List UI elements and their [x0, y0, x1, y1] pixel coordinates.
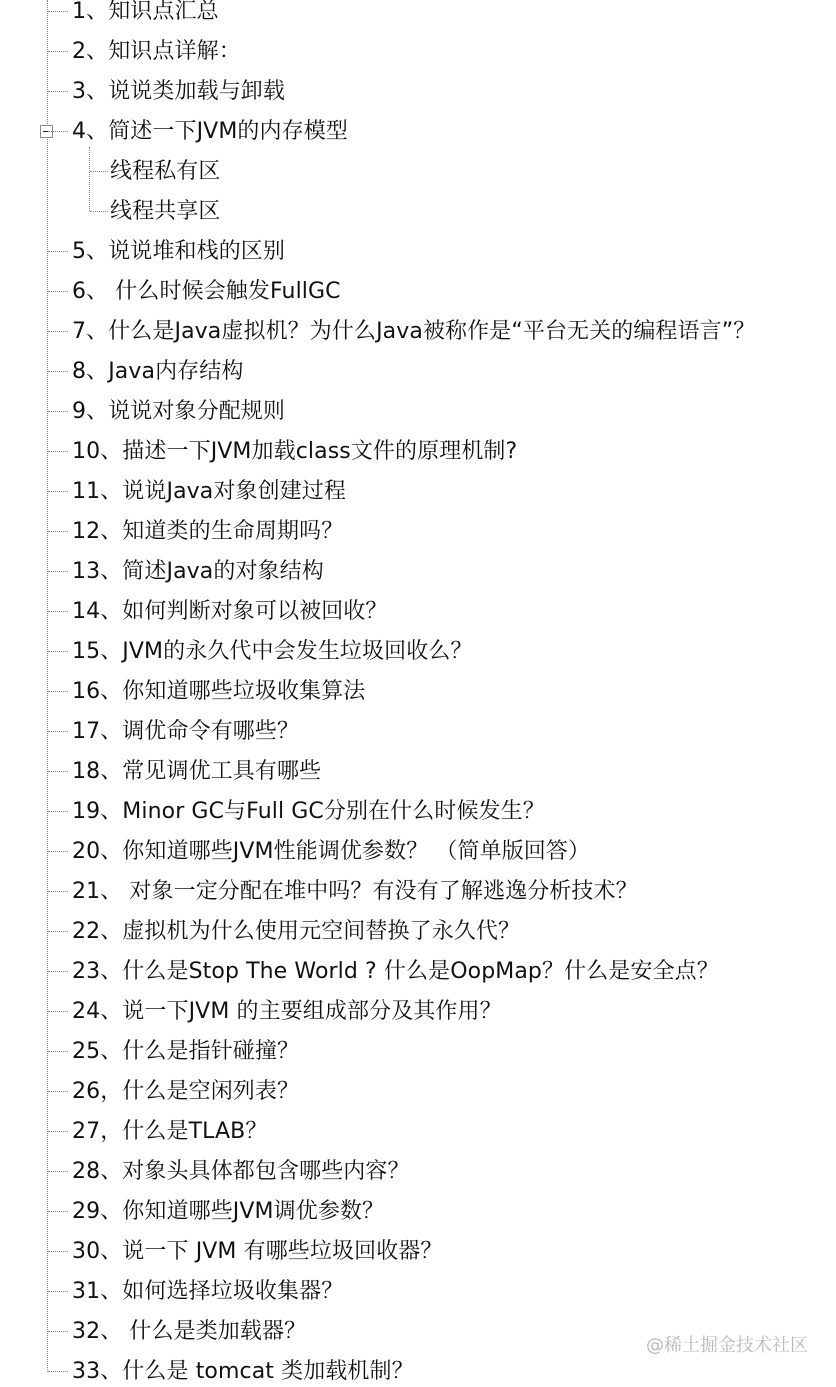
tree-branch-line [48, 891, 68, 892]
tree-item-label: 27，什么是TLAB？ [72, 1119, 268, 1144]
tree-branch-line [48, 91, 68, 92]
tree-branch-line [48, 771, 68, 772]
tree-item-label: 15、JVM的永久代中会发生垃圾回收么？ [72, 639, 473, 664]
tree-branch-line [48, 451, 68, 452]
tree-branch-line [48, 571, 68, 572]
tree-item-label: 11、说说Java对象创建过程 [72, 479, 346, 504]
tree-branch-line [48, 491, 68, 492]
tree-branch-line [48, 1211, 68, 1212]
tree-branch-line [48, 1331, 68, 1332]
tree-branch-line [48, 611, 68, 612]
tree-item-label: 5、说说堆和栈的区别 [72, 239, 285, 264]
tree-item-label: 13、简述Java的对象结构 [72, 559, 324, 584]
watermark-text: @稀土掘金技术社区 [646, 1335, 808, 1356]
tree-item-label: 8、Java内存结构 [72, 359, 244, 384]
tree-branch-line [48, 1251, 68, 1252]
tree-item-label: 20、你知道哪些JVM性能调优参数？ （简单版回答） [72, 839, 591, 864]
tree-item-label: 31、如何选择垃圾收集器？ [72, 1279, 344, 1304]
tree-item-label: 26，什么是空闲列表？ [72, 1079, 300, 1104]
tree-branch-line [48, 51, 68, 52]
tree-item-label: 16、你知道哪些垃圾收集算法 [72, 679, 366, 704]
tree-branch-line [48, 851, 68, 852]
tree-branch-line [48, 331, 68, 332]
tree-item-label: 12、知道类的生命周期吗？ [72, 519, 344, 544]
tree-item-label: 7、什么是Java虚拟机？为什么Java被称作是“平台无关的编程语言”？ [72, 319, 756, 344]
tree-item-label: 33、什么是 tomcat 类加载机制？ [72, 1359, 414, 1384]
tree-branch-line [48, 131, 68, 132]
tree-item-label: 32、 什么是类加载器？ [72, 1319, 307, 1344]
tree-branch-line [48, 11, 68, 12]
tree-branch-line [90, 211, 108, 212]
tree-item-label: 线程共享区 [110, 199, 221, 224]
tree-branch-line [48, 1291, 68, 1292]
tree-item-label: 10、描述一下JVM加载class文件的原理机制? [72, 439, 518, 464]
tree-branch-line [48, 1091, 68, 1092]
tree-branch-line [48, 931, 68, 932]
tree-branch-line [48, 1371, 68, 1372]
tree-item-label: 28、对象头具体都包含哪些内容？ [72, 1159, 410, 1184]
tree-item-label: 6、 什么时候会触发FullGC [72, 279, 341, 304]
tree-item-label: 19、Minor GC与Full GC分别在什么时候发生？ [72, 799, 545, 824]
tree-item-label: 22、虚拟机为什么使用元空间替换了永久代？ [72, 919, 521, 944]
tree-branch-line [48, 531, 68, 532]
tree-branch-line [48, 731, 68, 732]
tree-connector-line [47, 0, 48, 1372]
tree-item-label: 25、什么是指针碰撞？ [72, 1039, 300, 1064]
tree-branch-line [48, 1011, 68, 1012]
tree-item-label: 3、说说类加载与卸载 [72, 79, 285, 104]
tree-item-label: 线程私有区 [110, 159, 221, 184]
tree-branch-line [48, 691, 68, 692]
tree-item-label: 18、常见调优工具有哪些 [72, 759, 322, 784]
tree-item-label: 24、说一下JVM 的主要组成部分及其作用？ [72, 999, 502, 1024]
tree-branch-line [48, 1131, 68, 1132]
tree-branch-line [48, 651, 68, 652]
tree-branch-line [90, 171, 108, 172]
tree-item-label: 1、知识点汇总 [72, 0, 219, 24]
tree-branch-line [48, 1171, 68, 1172]
tree-branch-line [48, 971, 68, 972]
tree-branch-line [48, 291, 68, 292]
tree-item-label: 4、简述一下JVM的内存模型 [72, 119, 348, 144]
tree-item-label: 14、如何判断对象可以被回收？ [72, 599, 388, 624]
tree-branch-line [48, 1051, 68, 1052]
tree-item-label: 30、说一下 JVM 有哪些垃圾回收器？ [72, 1239, 443, 1264]
tree-item-label: 23、什么是Stop The World ? 什么是OopMap？什么是安全点？ [72, 959, 719, 984]
child-connector-line [89, 147, 90, 211]
tree-branch-line [48, 251, 68, 252]
tree-item-label: 2、知识点详解： [72, 39, 241, 64]
tree-branch-line [48, 811, 68, 812]
tree-branch-line [48, 411, 68, 412]
tree-item-label: 17、调优命令有哪些？ [72, 719, 300, 744]
tree-item-label: 29、你知道哪些JVM调优参数？ [72, 1199, 385, 1224]
tree-item-label: 21、 对象一定分配在堆中吗？有没有了解逃逸分析技术？ [72, 879, 638, 904]
tree-branch-line [48, 371, 68, 372]
tree-item-label: 9、说说对象分配规则 [72, 399, 285, 424]
